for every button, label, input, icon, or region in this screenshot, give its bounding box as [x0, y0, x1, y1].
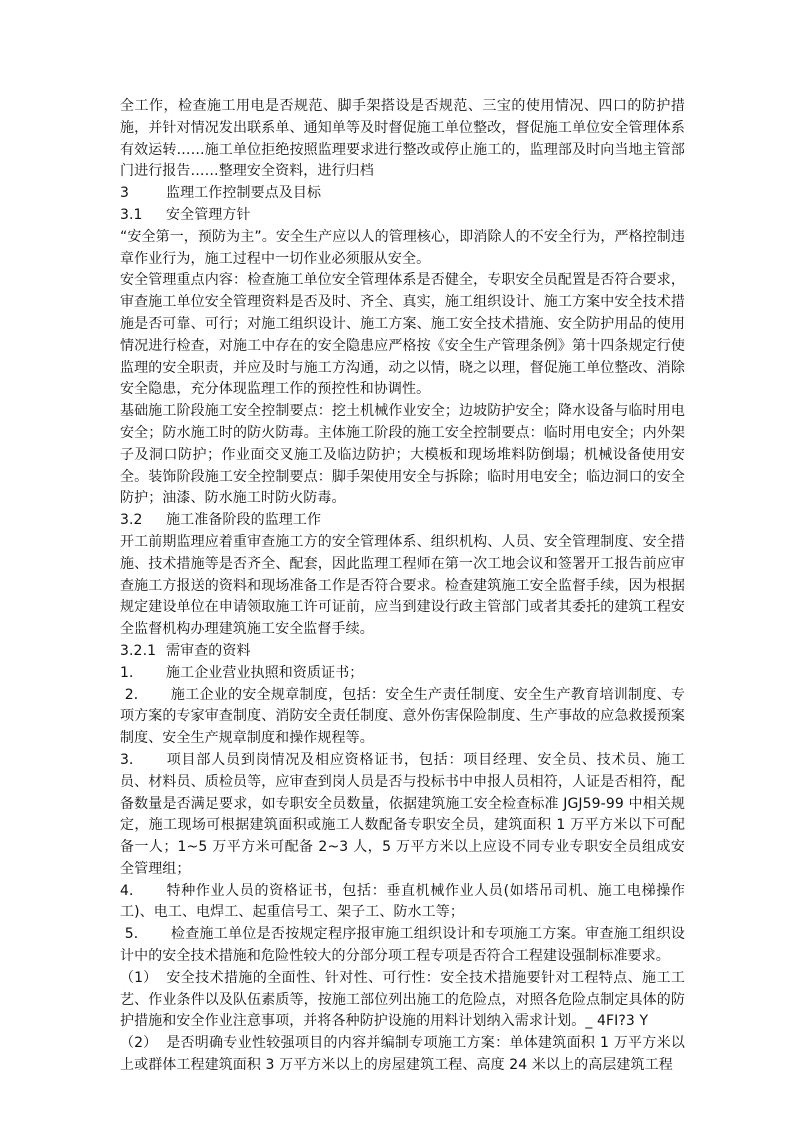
paragraph-safety-policy: “安全第一，预防为主”。安全生产应以人的管理核心，即消除人的不安全行为，严格控制违章作业行为，施工过程中一切作业必须服从安全。: [120, 228, 685, 267]
document-page: [120, 96, 685, 1077]
paragraph-control-points: 基础施工阶段施工安全控制要点：挖土机械作业安全；边坡防护安全；降水设备与临时用电安全；防水施工时的防火防毒。主体施工阶段的施工安全控制要点：临时用电安全；内外架子及洞口防护；作业面交叉施工及临边防护；大模板和现场堆料防倒塌；机械设备使用安全。装饰阶段施工安全控制要点：脚手架使用安全与拆除；临时用电安全；临边洞口的安全防护；油漆、防水施工时防火防毒。: [120, 403, 685, 507]
paragraph-key-content: 安全管理重点内容：检查施工单位安全管理体系是否健全，专职安全员配置是否符合要求，审查施工单位安全管理资料是否及时、齐全、真实，施工组织设计、施工方案中安全技术措施是否可靠、可行；对施工组织设计、施工方案、施工安全技术措施、安全防护用品的使用情况进行检查，对施工中存在的安全隐患应严格按《安全生产管理条例》第十四条规定行使监理的安全职责，并应及时与施工方沟通，动之以情，晓之以理，督促施工单位整改、消除安全隐患，充分体现监理工作的预控性和协调性。: [120, 272, 685, 398]
sub-item-1: （1） 安全技术措施的全面性、针对性、可行性：安全技术措施要针对工程特点、施工工艺、作业条件以及队伍素质等，按施工部位列出施工的危险点，对照各危险点制定具体的防护措施和安全作业注意事项，并将各种防护设施的用料计划纳入需求计划。_ 4FI?3 Y: [120, 969, 685, 1030]
list-item-1: 1． 施工企业营业执照和资质证书；: [120, 664, 364, 681]
section-heading-3: 3 监理工作控制要点及目标: [120, 185, 322, 202]
sub-item-2: （2） 是否明确专业性较强项目的内容并编制专项施工方案：单体建筑面积 1 万平方米以上或群体工程建筑面积 3 万平方米以上的房屋建筑工程、高度 24 米以上的高层建筑工程: [120, 1035, 685, 1074]
paragraph-intro: 全工作，检查施工用电是否规范、脚手架搭设是否规范、三宝的使用情况、四口的防护措施，并针对情况发出联系单、通知单等及时督促施工单位整改，督促施工单位安全管理体系有效运转……施工单位拒绝按照监理要求进行整改或停止施工的，监理部及时向当地主管部门进行报告……整理安全资料，进行归档: [120, 98, 685, 180]
section-heading-3-2-1: 3.2.1 需审查的资料: [120, 642, 251, 659]
list-item-5: 5． 检查施工单位是否按规定程序报审施工组织设计和专项施工方案。审查施工组织设计中的安全技术措施和危险性较大的分部分项工程专项是否符合工程建设强制标准要求。: [120, 926, 685, 965]
list-item-4: 4． 特种作业人员的资格证书，包括：垂直机械作业人员(如塔吊司机、施工电梯操作工)、电工、电焊工、起重信号工、架子工、防水工等；: [120, 882, 685, 921]
paragraph-preparation: 开工前期监理应着重审查施工方的安全管理体系、组织机构、人员、安全管理制度、安全措施、技术措施等是否齐全、配套，因此监理工程师在第一次工地会议和签署开工报告前应审查施工方报送的资料和现场准备工作是否符合要求。检查建筑施工安全监督手续，因为根据规定建设单位在申请领取施工许可证前，应当到建设行政主管部门或者其委托的建筑工程安全监督机构办理建筑施工安全监督手续。: [120, 533, 685, 638]
list-item-3: 3． 项目部人员到岗情况及相应资格证书，包括：项目经理、安全员、技术员、施工员、材料员、质检员等，应审查到岗人员是否与投标书中申报人员相符，人证是否相符，配备数量是否满足要求，如专职安全员数量，依据建筑施工安全检查标准 JGJ59-99 中相关规定，施工现场可根据建筑面积或施工人数配备专职安全员，建筑面积 1 万平方米以下可配备一人；1~5 万平方米可配备 2~3 人，5 万平方米以上应设不同专业专职安全员组成安全管理组；: [120, 751, 685, 877]
section-heading-3-1: 3.1 安全管理方针: [120, 206, 251, 223]
section-heading-3-2: 3.2 施工准备阶段的监理工作: [120, 512, 322, 529]
footer-mark: _ 4FI?3 Y: [585, 1013, 649, 1030]
list-item-2: 2． 施工企业的安全规章制度，包括：安全生产责任制度、安全生产教育培训制度、专项方案的专家审查制度、消防安全责任制度、意外伤害保险制度、生产事故的应急救援预案制度、安全生产规章制度和操作规程等。: [120, 686, 685, 747]
